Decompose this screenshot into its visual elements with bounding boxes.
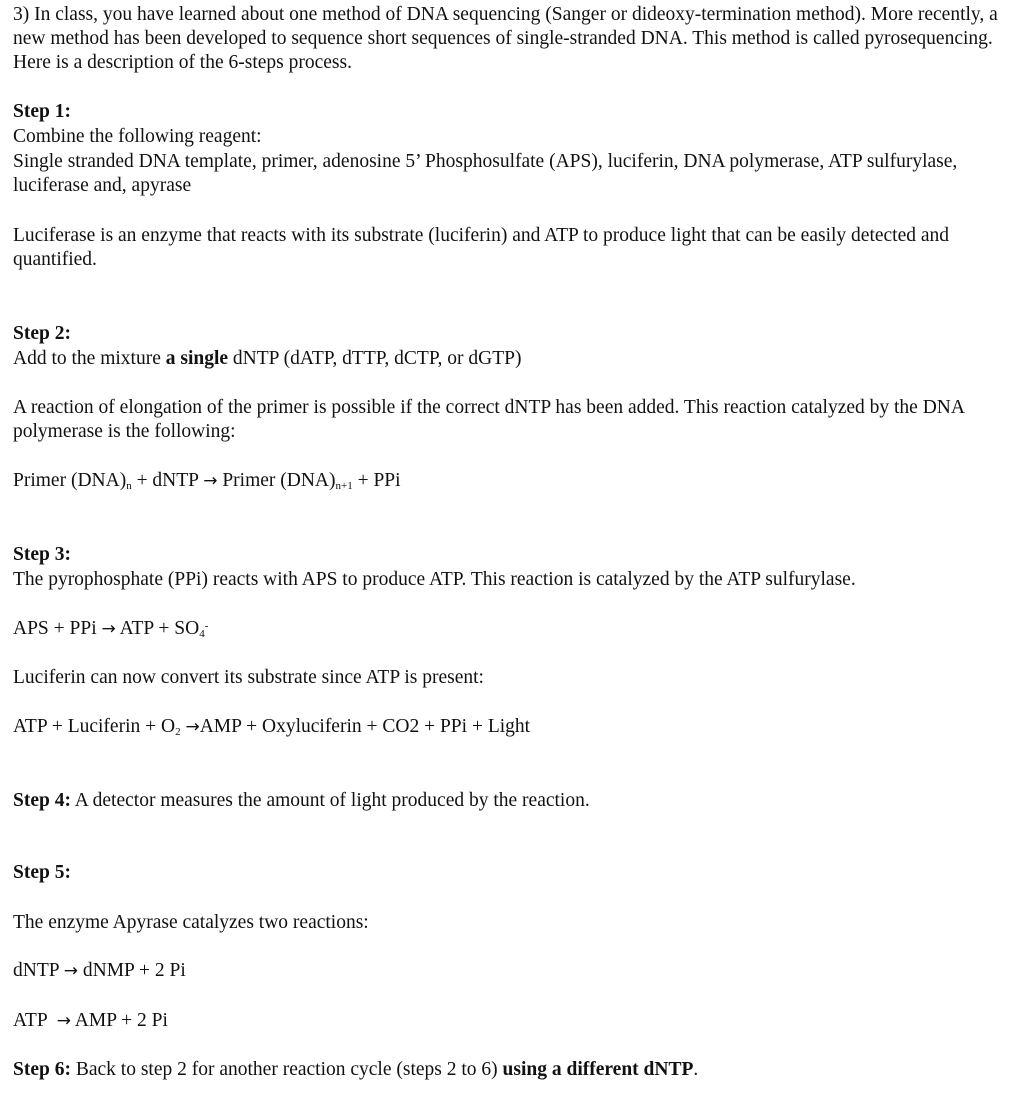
eq-term: ATP + SO — [115, 618, 200, 639]
eq-subscript: n+1 — [335, 480, 353, 492]
step5-heading: Step 5: — [13, 862, 71, 883]
step3-equation2 — [13, 715, 530, 739]
step2-equation — [13, 469, 401, 493]
step6-bold-end: using a different dNTP — [502, 1059, 694, 1080]
eq-term: ATP + Luciferin + O — [13, 716, 176, 737]
eq-superscript: - — [204, 620, 209, 632]
step2-add-bold: a single — [165, 348, 229, 369]
right-arrow-icon: → — [63, 961, 78, 981]
step2-elongation-text: A reaction of elongation of the primer is possible if the correct dNTP has been added. This reaction catalyzed by the DNA polymerase is the following: — [13, 397, 964, 442]
right-arrow-icon: → — [56, 1011, 71, 1031]
step6-period: . — [693, 1059, 699, 1080]
intro-paragraph: 3) In class, you have learned about one method of DNA sequencing (Sanger or dideoxy-termination method). More recently, a new method has been developed to sequence short sequences of single-stranded DNA. This method is called pyrosequencing. Here is a description of the 6-steps process. — [13, 4, 998, 73]
right-arrow-icon: → — [185, 717, 200, 737]
eq-subscript: 4 — [199, 628, 205, 640]
step4-heading: Step 4: — [13, 790, 71, 811]
step5-equation1 — [13, 959, 186, 983]
step2-add-post: dNTP (dATP, dTTP, dCTP, or dGTP) — [228, 348, 522, 369]
eq-subscript: n — [126, 480, 132, 492]
eq-term: APS + PPi — [13, 618, 102, 639]
step1-heading: Step 1: — [13, 101, 71, 122]
eq-term: dNTP — [13, 960, 64, 981]
eq-term: Primer (DNA) — [13, 470, 127, 491]
eq-subscript: 2 — [175, 726, 181, 738]
step3-equation1 — [13, 617, 208, 641]
step5-text: The enzyme Apyrase catalyzes two reactions: — [13, 912, 369, 933]
eq-term: AMP + 2 Pi — [70, 1010, 168, 1031]
eq-term: ATP — [13, 1010, 57, 1031]
right-arrow-icon: → — [203, 471, 218, 491]
step3-luciferin-text: Luciferin can now convert its substrate since ATP is present: — [13, 667, 484, 688]
eq-term: dNMP + 2 Pi — [78, 960, 186, 981]
eq-term: + PPi — [352, 470, 401, 491]
eq-term: Primer (DNA) — [217, 470, 336, 491]
eq-term: AMP + Oxyluciferin + CO2 + PPi + Light — [199, 716, 531, 737]
step6-line — [13, 1058, 698, 1082]
step6-heading: Step 6: — [13, 1059, 71, 1080]
step1-combine-line: Combine the following reagent: — [13, 126, 262, 147]
step1-reagents: Single stranded DNA template, primer, adenosine 5’ Phosphosulfate (APS), luciferin, DNA polymerase, ATP sulfurylase, luciferase and, apyrase — [13, 151, 958, 196]
step5-equation2 — [13, 1009, 168, 1033]
eq-term: + dNTP — [131, 470, 204, 491]
right-arrow-icon: → — [101, 619, 116, 639]
step3-heading: Step 3: — [13, 544, 71, 565]
step3-text: The pyrophosphate (PPi) reacts with APS to produce ATP. This reaction is catalyzed by the ATP sulfurylase. — [13, 569, 856, 590]
step2-add-pre: Add to the mixture — [13, 348, 166, 369]
step2-heading: Step 2: — [13, 323, 71, 344]
step6-text: Back to step 2 for another reaction cycle (steps 2 to 6) — [70, 1059, 503, 1080]
step4-line — [13, 789, 590, 813]
step2-add-line — [13, 347, 521, 371]
step1-luciferase-note: Luciferase is an enzyme that reacts with its substrate (luciferin) and ATP to produce light that can be easily detected and quantified. — [13, 225, 950, 270]
step4-text: A detector measures the amount of light produced by the reaction. — [70, 790, 590, 811]
